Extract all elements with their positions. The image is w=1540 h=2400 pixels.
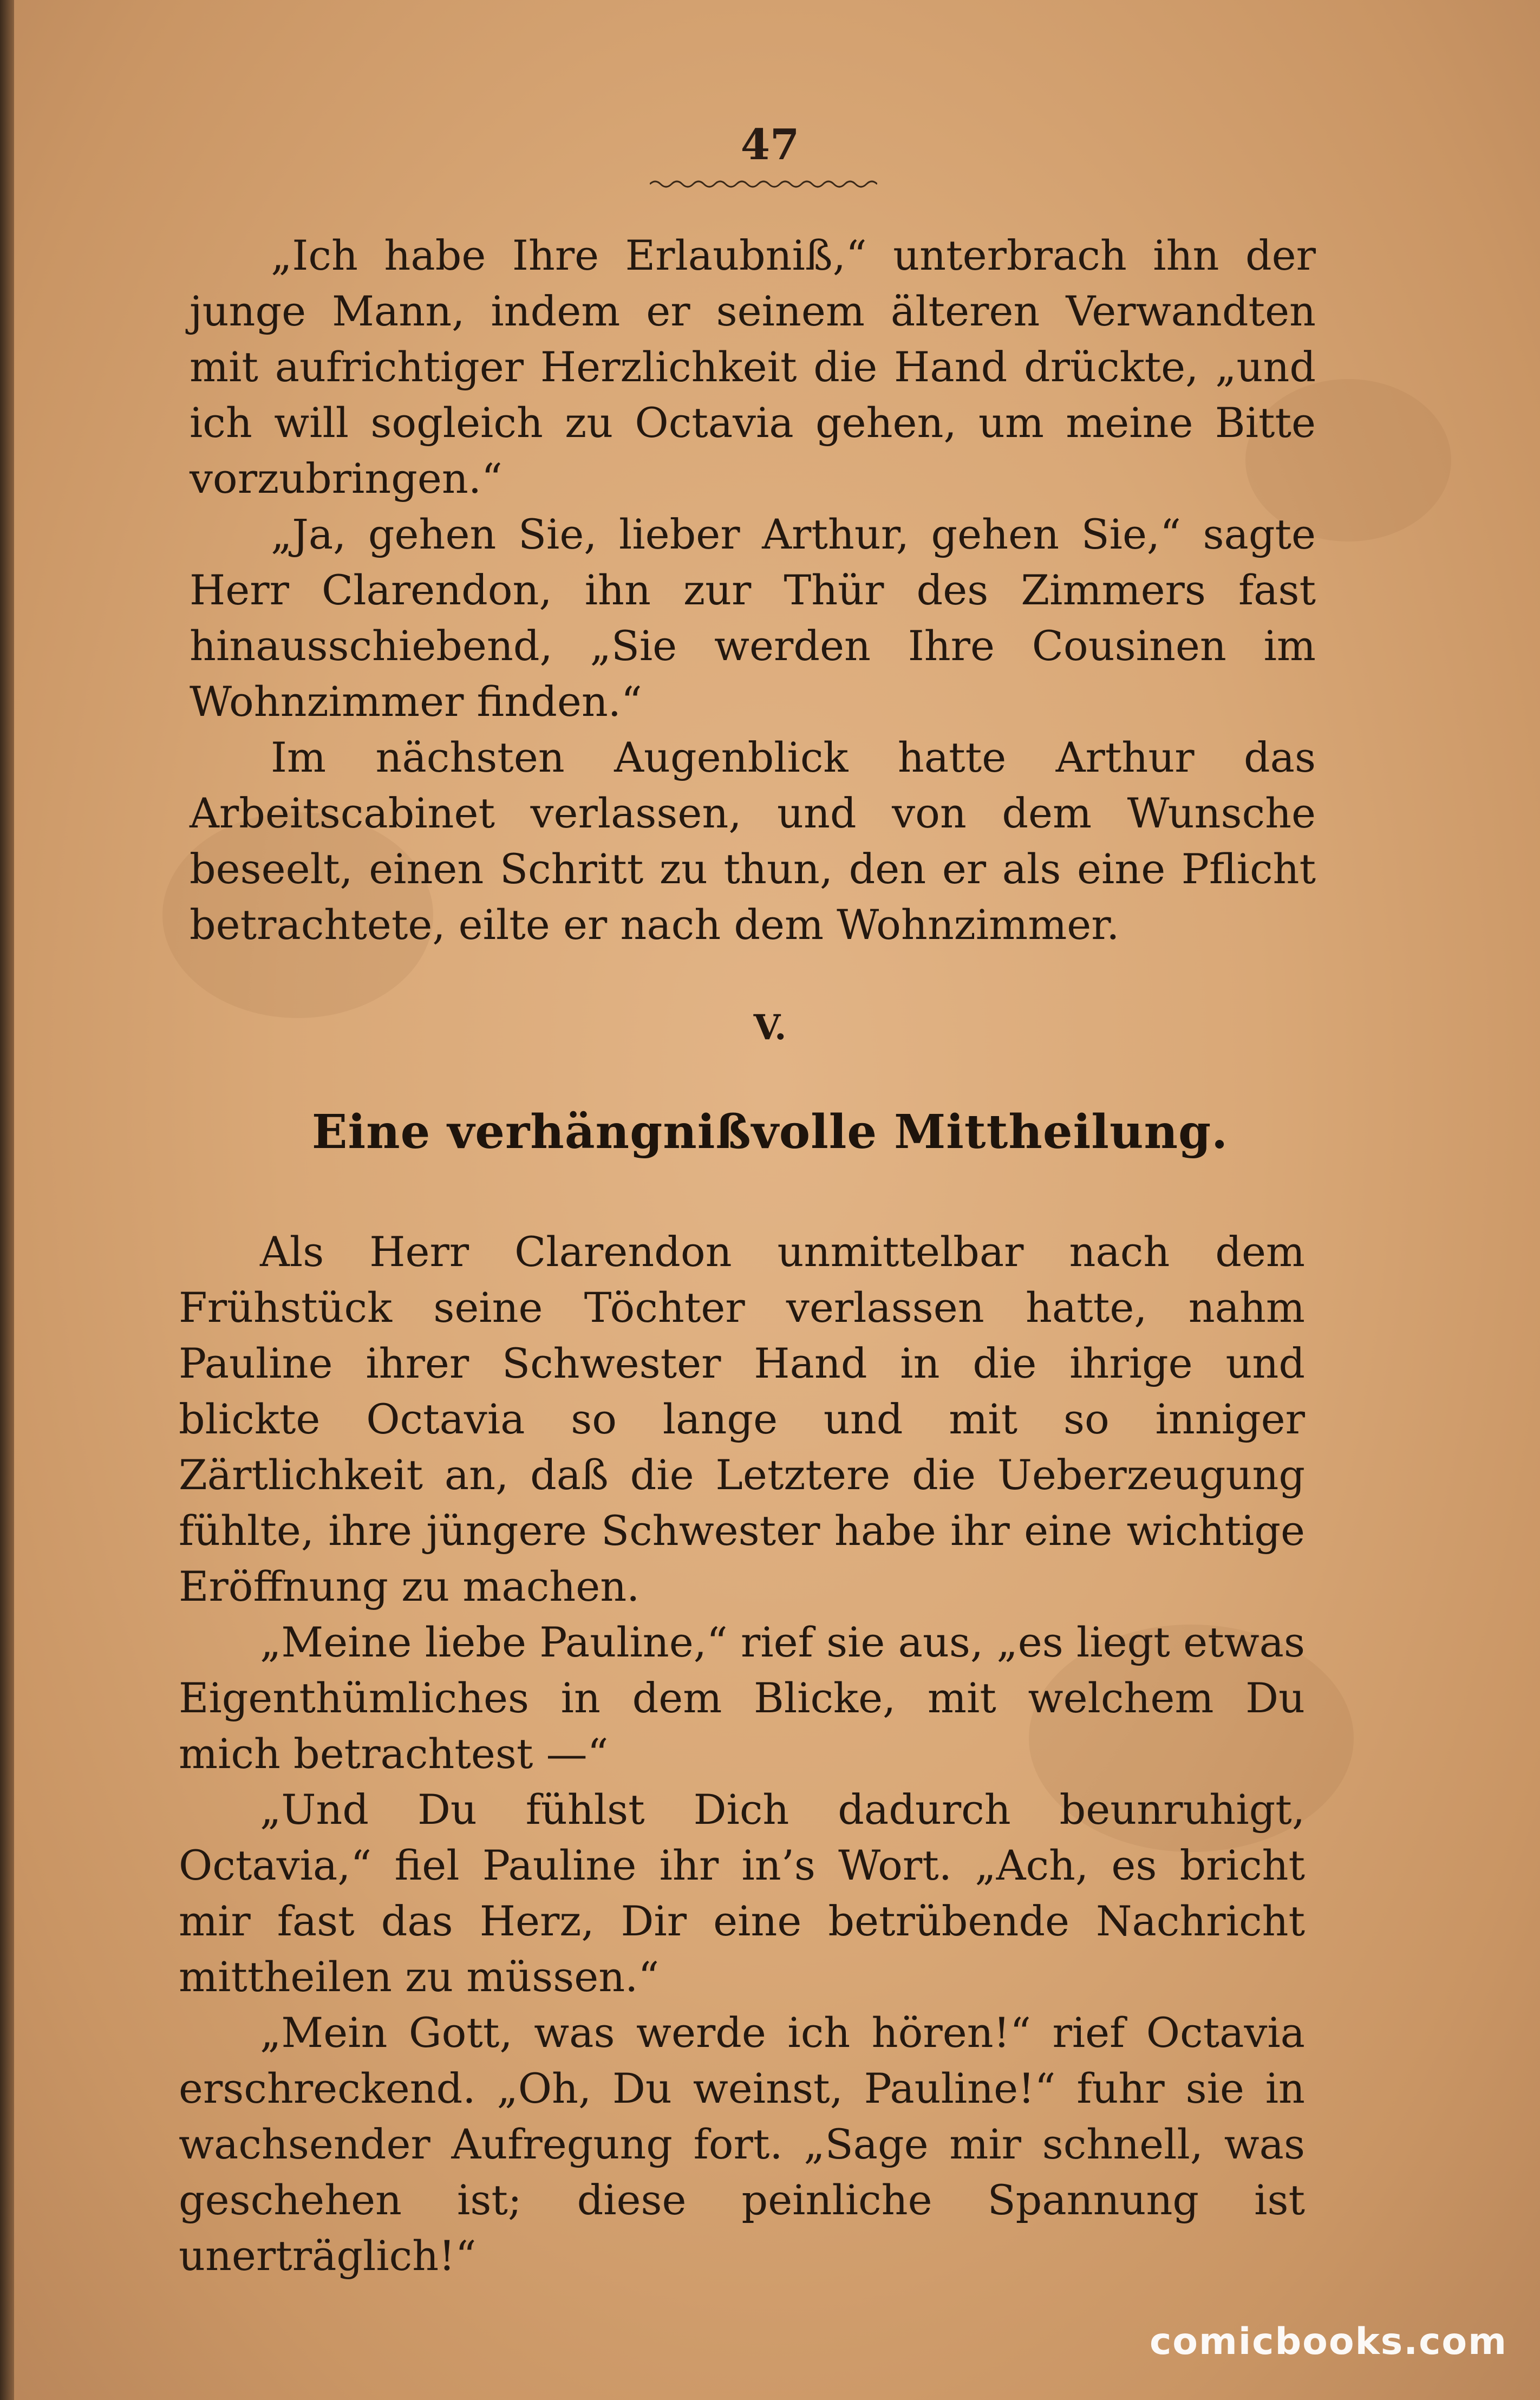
paragraph: „Ja, gehen Sie, lieber Arthur, gehen Sie,“ sagte Herr Clarendon, ihn zur Thür des Zimmers fast hinausschiebend, „Sie werden Ihre Cousinen im Wohnzimmer finden.“ bbox=[190, 510, 1316, 726]
text-block-top bbox=[190, 227, 1316, 953]
text-block-bottom bbox=[179, 1224, 1305, 2284]
chapter-title: Eine verhängnißvolle Mittheilung. bbox=[311, 1105, 1229, 1159]
paragraph: Als Herr Clarendon unmittelbar nach dem Frühstück seine Töchter verlassen hatte, nahm Pauline ihrer Schwester Hand in die ihrige und blickte Octavia so lange und mit so inniger Zärtlichkeit an, daß die Letztere die Ueberzeugung fühlte, ihre jüngere Schwester habe ihr eine wichtige Eröffnung zu machen. bbox=[179, 1228, 1305, 1610]
wavy-rule-icon bbox=[650, 179, 877, 190]
paragraph: Im nächsten Augenblick hatte Arthur das Arbeitscabinet verlassen, und von dem Wunsche beseelt, einen Schritt zu thun, den er als eine Pflicht betrachtete, eilte er nach dem Wohnzimmer. bbox=[190, 733, 1316, 949]
chapter-numeral: V. bbox=[753, 1007, 787, 1048]
paragraph: „Meine liebe Pauline,“ rief sie aus, „es liegt etwas Eigenthümliches in dem Blicke, mit welchem Du mich betrachtest —“ bbox=[179, 1618, 1305, 1778]
paragraph: „Ich habe Ihre Erlaubniß,“ unterbrach ihn der junge Mann, indem er seinem älteren Verwandten mit aufrichtiger Herzlichkeit die Hand drückte, „und ich will sogleich zu Octavia gehen, um meine Bitte vorzubringen.“ bbox=[190, 231, 1316, 503]
paragraph: „Und Du fühlst Dich dadurch beunruhigt, Octavia,“ fiel Pauline ihr in’s Wort. „Ach, es bricht mir fast das Herz, Dir eine betrübende Nachricht mittheilen zu müssen.“ bbox=[179, 1785, 1305, 2001]
page-left-edge bbox=[0, 0, 14, 2400]
watermark: comicbooks.com bbox=[1149, 2320, 1508, 2363]
paragraph: „Mein Gott, was werde ich hören!“ rief Octavia erschreckend. „Oh, Du weinst, Pauline!“ fuhr sie in wachsender Aufregung fort. „Sage mir schnell, was geschehen ist; diese peinliche Spannung ist unerträglich!“ bbox=[179, 2008, 1305, 2280]
page-number: 47 bbox=[740, 120, 800, 169]
